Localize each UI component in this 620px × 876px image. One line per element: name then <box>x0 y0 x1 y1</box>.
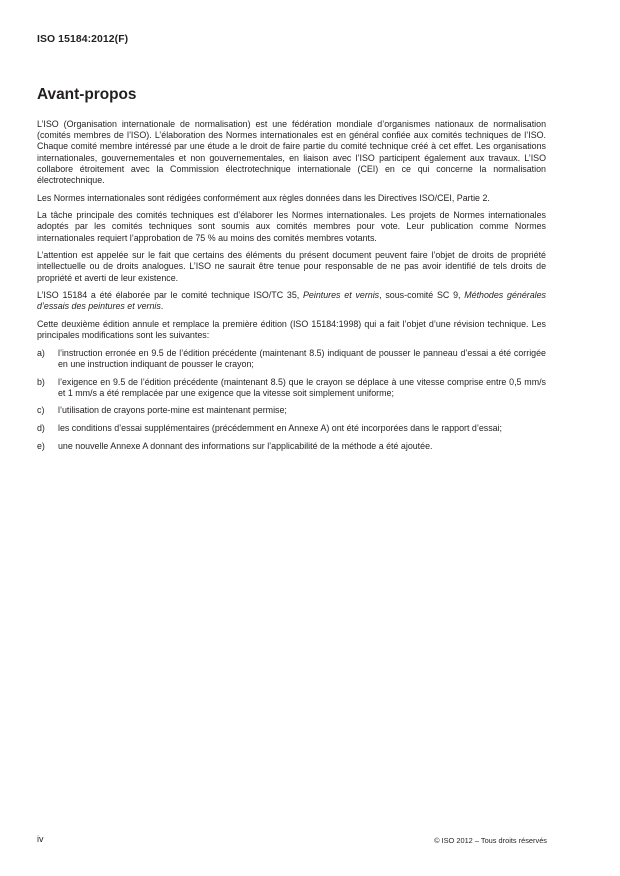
committee-suffix: . <box>160 301 164 312</box>
list-item <box>37 423 546 434</box>
copyright-notice: © ISO 2012 – Tous droits réservés <box>434 836 547 845</box>
committee-prefix: L’ISO 15184 a été élaborée par le comité technique ISO/TC 35, <box>37 290 303 301</box>
paragraph-committee-info <box>37 290 546 312</box>
page-number: iv <box>37 834 44 844</box>
paragraph-committees: La tâche principale des comités techniques est d’élaborer les Normes internationales. Les projets de Normes internationales adoptés par les comités techniques sont soumis aux comités membres pour vote. Leur publication comme Normes internationales requiert l’approbation de 75 % au moins des comités membres votants. <box>37 210 546 243</box>
paragraph-directives: Les Normes internationales sont rédigées conformément aux règles données dans les Directives ISO/CEI, Partie 2. <box>37 192 490 203</box>
list-text: l’utilisation de crayons porte-mine est maintenant permise; <box>58 405 287 416</box>
paragraph-iso-intro: L’ISO (Organisation internationale de normalisation) est une fédération mondiale d’organismes nationaux de normalisation (comités membres de l’ISO). L’élaboration des Normes internationales est en général confiée aux comités techniques de l’ISO. Chaque comité membre intéressé par une étude a le droit de faire partie du comité technique créé à cet effet. Les organisations internationales, gouvernementales et non gouvernementales, en liaison avec l’ISO participent également aux travaux. L’ISO collabore étroitement avec la Commission électrotechnique internationale (CEI) en ce qui concerne la normalisation électrotechnique. <box>37 119 546 186</box>
list-item <box>37 377 546 399</box>
document-body <box>37 119 546 458</box>
document-id-header: ISO 15184:2012(F) <box>37 34 129 45</box>
list-marker: d) <box>37 422 45 433</box>
list-marker: a) <box>37 347 45 358</box>
list-text: l’instruction erronée en 9.5 de l’édition précédente (maintenant 8.5) indiquant de pousser le panneau d’essai a été corrigée en une instruction indiquant de pousser le crayon; <box>58 347 546 369</box>
list-marker: b) <box>37 376 45 387</box>
list-text: une nouvelle Annexe A donnant des informations sur l’applicabilité de la méthode a été ajoutée. <box>58 440 433 451</box>
tc-name: Peintures et vernis <box>303 290 380 301</box>
paragraph-edition-note: Cette deuxième édition annule et remplace la première édition (ISO 15184:1998) qui a fait l’objet d’une révision technique. Les principales modifications sont les suivantes: <box>37 319 546 341</box>
paragraph-patent-rights: L’attention est appelée sur le fait que certains des éléments du présent document peuvent faire l’objet de droits de propriété intellectuelle ou de droits analogues. L’ISO ne saurait être tenue pour responsable de ne pas avoir identifié de tels droits de propriété et averti de leur existence. <box>37 250 546 283</box>
list-item <box>37 405 546 416</box>
sc-name: Méthodes générales d’essais des peintures et vernis <box>37 290 546 312</box>
list-item <box>37 441 546 452</box>
list-text: l’exigence en 9.5 de l’édition précédente (maintenant 8.5) que le crayon se déplace à une vitesse comprise entre 0,5 mm/s et 1 mm/s a été remplacée par une exigence que la vitesse soit simplement uniforme; <box>58 376 546 398</box>
list-marker: e) <box>37 440 45 451</box>
page-title: Avant-propos <box>37 86 137 103</box>
list-item <box>37 348 546 370</box>
list-text: les conditions d’essai supplémentaires (précédemment en Annexe A) ont été incorporées dans le rapport d’essai; <box>58 422 503 433</box>
committee-middle: , sous-comité SC 9, <box>379 290 465 301</box>
list-marker: c) <box>37 405 45 416</box>
